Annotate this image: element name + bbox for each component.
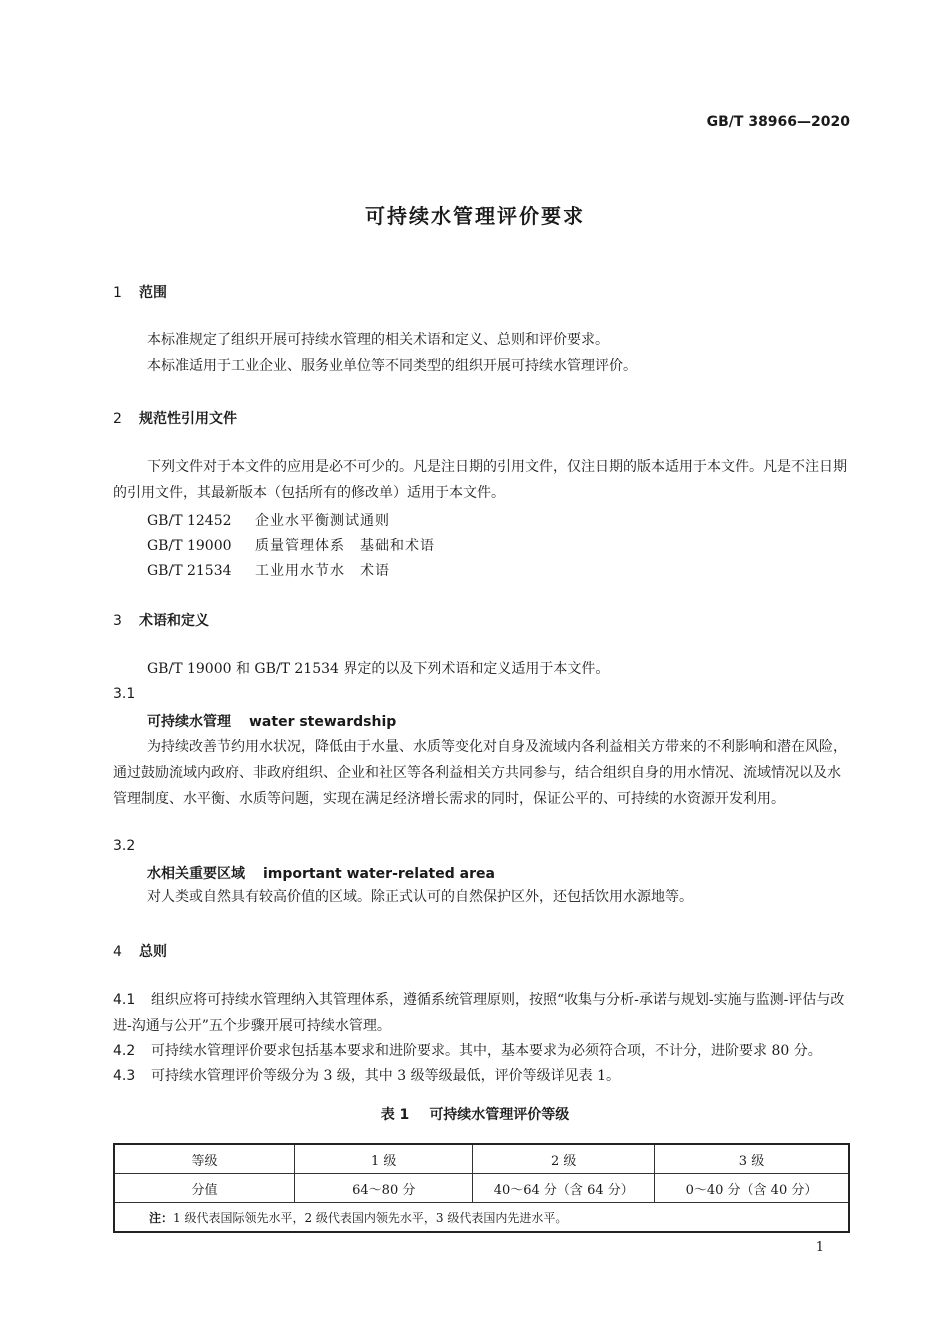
section-title: 术语和定义 [139,613,209,629]
term-zh: 水相关重要区域 [147,866,245,882]
table-cell: 64～80 分 [294,1174,473,1203]
term-en: important water-related area [263,866,495,882]
clause-number: 4.1 [113,992,136,1008]
reference-entry [147,560,390,580]
section-1-heading [113,282,167,302]
section-title: 总则 [139,944,167,960]
section-number: 1 [113,285,122,301]
reference-title: 质量管理体系 基础和术语 [255,538,435,554]
table-cell: 分值 [114,1174,294,1203]
paragraph: 下列文件对于本文件的应用是必不可少的。凡是注日期的引用文件，仅注日期的版本适用于本文件。凡是不注日期的引用文件，其最新版本（包括所有的修改单）适用于本文件。 [113,459,847,501]
paragraph: 本标准规定了组织开展可持续水管理的相关术语和定义、总则和评价要求。 [147,332,609,348]
paragraph: GB/T 19000 和 GB/T 21534 界定的以及下列术语和定义适用于本文件。 [147,661,610,677]
reference-title: 工业用水节水 术语 [255,563,390,579]
section-2-heading [113,408,237,428]
term-definition: 为持续改善节约用水状况，降低由于水量、水质等变化对自身及流域内各利益相关方带来的不利影响和潜在风险，通过鼓励流域内政府、非政府组织、企业和社区等各利益相关方共同参与，结合组织自身的用水情况、流域情况以及水管理制度、水平衡、水质等问题，实现在满足经济增长需求的同时，保证公平的、可持续的水资源开发利用。 [113,739,847,807]
note-label: 注： [149,1210,174,1225]
clause-text: 可持续水管理评价等级分为 3 级，其中 3 级等级最低，评价等级详见表 1。 [151,1068,620,1084]
section-number: 3 [113,613,122,629]
reference-title: 企业水平衡测试通则 [255,513,390,529]
reference-entry [147,510,390,530]
term-en: water stewardship [249,714,397,730]
section-number: 4 [113,944,122,960]
reference-code: GB/T 12452 [147,513,232,529]
term-zh: 可持续水管理 [147,714,231,730]
document-title: 可持续水管理评价要求 [365,204,585,228]
page-number: 1 [815,1240,824,1255]
table-row [114,1174,849,1203]
table-caption: 可持续水管理评价等级 [429,1107,570,1123]
table-header-cell: 等级 [114,1144,294,1174]
clause-text: 可持续水管理评价要求包括基本要求和进阶要求。其中，基本要求为必须符合项，不计分，进阶要求 80 分。 [151,1043,822,1059]
grade-table [113,1143,850,1233]
term-heading [147,863,495,883]
term-number: 3.2 [113,838,136,854]
table-title [0,1104,950,1124]
standard-number: GB/T 38966—2020 [706,114,850,130]
table-note-row [114,1203,849,1233]
clause-number: 4.2 [113,1043,136,1059]
table-header-cell: 1 级 [294,1144,473,1174]
clause-text: 组织应将可持续水管理纳入其管理体系，遵循系统管理原则，按照“收集与分析-承诺与规划-实施与监测-评估与改进-沟通与公开”五个步骤开展可持续水管理。 [113,992,845,1034]
clause-item [113,1063,850,1089]
table-header-row [114,1144,849,1174]
table-header-cell: 2 级 [473,1144,655,1174]
clause-number: 4.3 [113,1068,136,1084]
section-number: 2 [113,411,122,427]
section-3-heading [113,610,209,630]
term-number: 3.1 [113,686,136,702]
term-heading [147,711,396,731]
section-title: 范围 [139,285,167,301]
paragraph: 本标准适用于工业企业、服务业单位等不同类型的组织开展可持续水管理评价。 [147,358,637,374]
clause-item [113,987,850,1039]
section-4-heading [113,941,167,961]
reference-code: GB/T 19000 [147,538,232,554]
table-note [114,1203,849,1233]
reference-entry [147,535,435,555]
table-label: 表 1 [380,1107,410,1123]
note-text: 1 级代表国际领先水平，2 级代表国内领先水平，3 级代表国内先进水平。 [173,1210,568,1225]
clause-item [113,1038,850,1064]
section-title: 规范性引用文件 [139,411,237,427]
term-definition: 对人类或自然具有较高价值的区域。除正式认可的自然保护区外，还包括饮用水源地等。 [147,889,693,905]
reference-code: GB/T 21534 [147,563,232,579]
table-header-cell: 3 级 [655,1144,850,1174]
table-cell: 0～40 分（含 40 分） [655,1174,850,1203]
table-cell: 40～64 分（含 64 分） [473,1174,655,1203]
